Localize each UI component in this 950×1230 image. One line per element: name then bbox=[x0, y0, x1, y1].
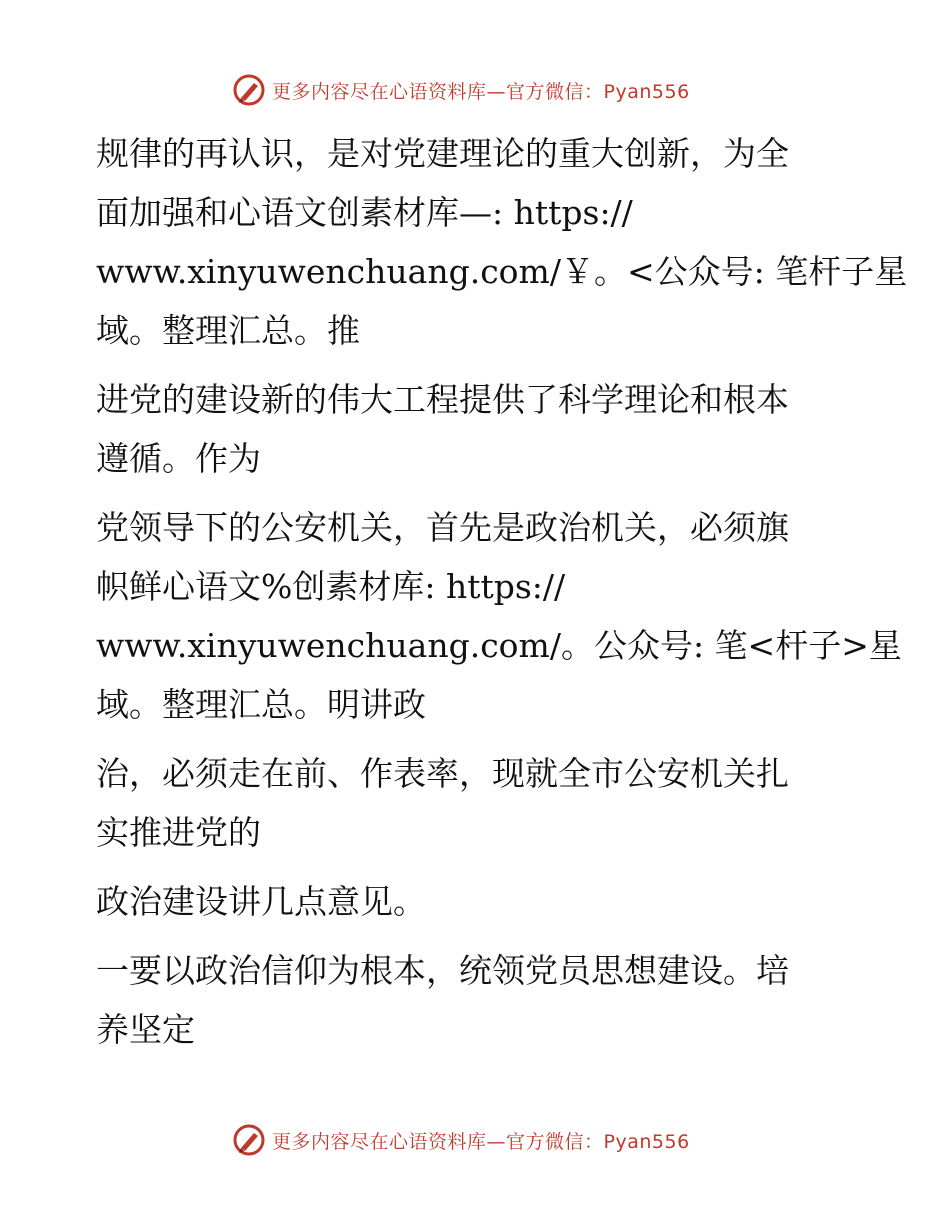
banner-text: 更多内容尽在心语资料库—官方微信：Pyan556 bbox=[272, 1130, 690, 1153]
paragraph bbox=[96, 941, 856, 1059]
text-line: 一要以政治信仰为根本，统领党员思想建设。培 bbox=[96, 951, 789, 990]
text-line: 政治建设讲几点意见。 bbox=[96, 882, 426, 921]
text-line: 域。整理汇总。推 bbox=[96, 311, 360, 350]
text-line: www.xinyuwenchuang.com/。公众号: 笔<杆子>星 bbox=[96, 626, 902, 665]
text-line: 遵循。作为 bbox=[96, 439, 261, 478]
paragraph bbox=[96, 744, 856, 862]
text-line: 养坚定 bbox=[96, 1010, 195, 1049]
header-banner bbox=[232, 70, 752, 110]
text-line: 域。整理汇总。明讲政 bbox=[96, 685, 426, 724]
paragraph bbox=[96, 370, 856, 488]
footer-banner bbox=[232, 1120, 752, 1160]
paragraph bbox=[96, 872, 856, 931]
paragraph bbox=[96, 498, 902, 734]
pen-logo-icon bbox=[232, 73, 266, 107]
text-line: 进党的建设新的伟大工程提供了科学理论和根本 bbox=[96, 380, 789, 419]
text-line: www.xinyuwenchuang.com/￥。<公众号: 笔杆子星 bbox=[96, 252, 908, 291]
text-line: 实推进党的 bbox=[96, 813, 261, 852]
document-body bbox=[96, 124, 908, 1069]
banner-text: 更多内容尽在心语资料库—官方微信：Pyan556 bbox=[272, 80, 690, 103]
text-line: 帜鲜心语文%创素材库: https:// bbox=[96, 567, 566, 606]
text-line: 治，必须走在前、作表率，现就全市公安机关扎 bbox=[96, 754, 789, 793]
text-line: 规律的再认识，是对党建理论的重大创新，为全 bbox=[96, 134, 789, 173]
pen-logo-icon bbox=[232, 1123, 266, 1157]
text-line: 党领导下的公安机关，首先是政治机关，必须旗 bbox=[96, 508, 789, 547]
text-line: 面加强和心语文创素材库—: https:// bbox=[96, 193, 633, 232]
paragraph bbox=[96, 124, 908, 360]
